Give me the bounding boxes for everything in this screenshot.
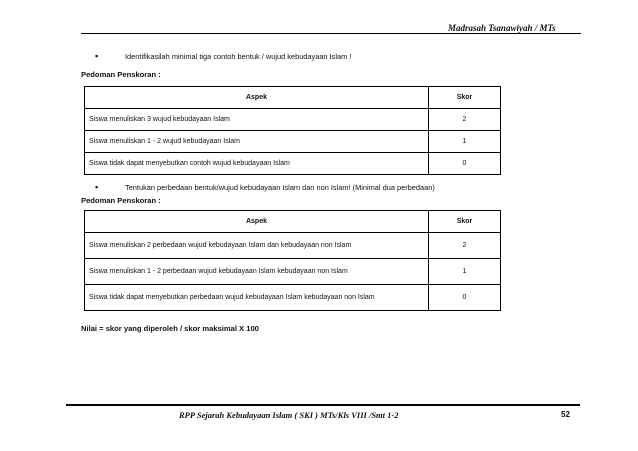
- header-rule: [81, 33, 581, 34]
- footer-rule: [66, 404, 580, 406]
- table-row: [85, 131, 501, 153]
- column-header-aspek: Aspek: [85, 87, 429, 109]
- skor-cell: 2: [429, 109, 501, 131]
- skor-cell: 1: [429, 259, 501, 285]
- instruction-1-text: Identifikasilah minimal tiga contoh bentuk / wujud kebudayaan Islam !: [125, 52, 352, 61]
- instruction-2-text: Tentukan perbedaan bentuk/wujud kebudayaan Islam dan non Islam! (Minimal dua perbedaan): [125, 183, 435, 192]
- table-row: [85, 153, 501, 175]
- column-header-skor: Skor: [429, 87, 501, 109]
- scoring-table-2: [84, 210, 501, 311]
- nilai-formula: Nilai = skor yang diperoleh / skor maksimal X 100: [81, 324, 259, 333]
- table-row: [85, 109, 501, 131]
- table-row: [85, 285, 501, 311]
- bullet-icon: ▪: [95, 51, 99, 61]
- header-title: Madrasah Tsanawiyah / MTs: [448, 23, 556, 33]
- table-row: [85, 233, 501, 259]
- aspek-cell: Siswa menuliskan 1 - 2 perbedaan wujud kebudayaan Islam kebudayaan non Islam: [85, 259, 429, 285]
- scoring-guide-heading-2: Pedoman Penskoran :: [81, 196, 161, 205]
- skor-cell: 1: [429, 131, 501, 153]
- column-header-aspek: Aspek: [85, 211, 429, 233]
- page-number: 52: [561, 410, 570, 419]
- aspek-cell: Siswa tidak dapat menyebutkan contoh wujud kebudayaan Islam: [85, 153, 429, 175]
- table-header-row: [85, 87, 501, 109]
- scoring-table-1: [84, 86, 501, 175]
- aspek-cell: Siswa menuliskan 2 perbedaan wujud kebudayaan Islam dan kebudayaan non Islam: [85, 233, 429, 259]
- aspek-cell: Siswa menuliskan 1 - 2 wujud kebudayaan Islam: [85, 131, 429, 153]
- bullet-icon: ▪: [95, 182, 99, 192]
- scoring-guide-heading-1: Pedoman Penskoran :: [81, 70, 161, 79]
- skor-cell: 2: [429, 233, 501, 259]
- skor-cell: 0: [429, 153, 501, 175]
- skor-cell: 0: [429, 285, 501, 311]
- column-header-skor: Skor: [429, 211, 501, 233]
- table-header-row: [85, 211, 501, 233]
- footer-title: RPP Sejarah Kebudayaan Islam ( SKI ) MTs/Kls VIII /Smt 1-2: [179, 410, 399, 420]
- table-row: [85, 259, 501, 285]
- aspek-cell: Siswa tidak dapat menyebutkan perbedaan wujud kebudayaan Islam kebudayaan non Islam: [85, 285, 429, 311]
- aspek-cell: Siswa menuliskan 3 wujud kebudayaan Islam: [85, 109, 429, 131]
